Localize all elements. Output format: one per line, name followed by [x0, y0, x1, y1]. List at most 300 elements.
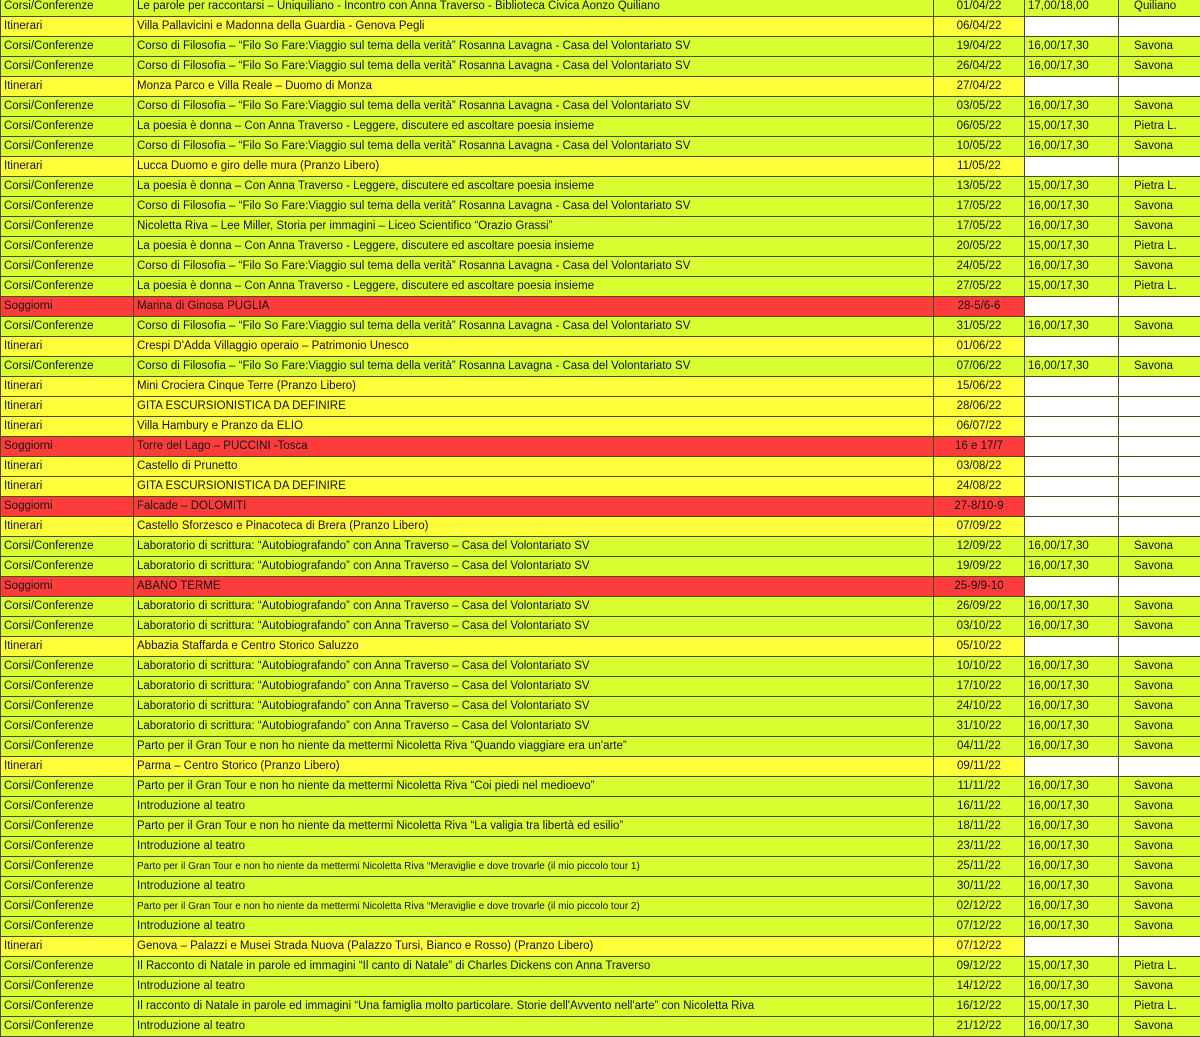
- time-cell: 16,00/17,30: [1025, 1017, 1119, 1037]
- event-cell: Parma – Centro Storico (Pranzo Libero): [134, 757, 934, 777]
- category-cell: Corsi/Conferenze: [1, 797, 134, 817]
- place-cell: Savona: [1119, 1017, 1200, 1037]
- event-cell: La poesia è donna – Con Anna Traverso - Leggere, discutere ed ascoltare poesia insieme: [134, 237, 934, 257]
- event-cell: Corso di Filosofia – “Filo So Fare:Viaggio sul tema della verità” Rosanna Lavagna - Casa del Volontariato SV: [134, 317, 934, 337]
- category-cell: Itinerari: [1, 77, 134, 97]
- place-cell: Pietra L.: [1119, 237, 1200, 257]
- time-cell: 16,00/17,30: [1025, 797, 1119, 817]
- category-cell: Corsi/Conferenze: [1, 57, 134, 77]
- date-cell: 20/05/22: [934, 237, 1025, 257]
- place-cell: [1119, 397, 1200, 417]
- date-cell: 24/10/22: [934, 697, 1025, 717]
- category-cell: Corsi/Conferenze: [1, 537, 134, 557]
- date-cell: 27/05/22: [934, 277, 1025, 297]
- time-cell: 16,00/17,30: [1025, 677, 1119, 697]
- time-cell: 16,00/17,30: [1025, 557, 1119, 577]
- category-cell: Corsi/Conferenze: [1, 257, 134, 277]
- table-row: [1, 17, 1200, 37]
- place-cell: Savona: [1119, 777, 1200, 797]
- event-cell: Laboratorio di scrittura: “Autobiografando” con Anna Traverso – Casa del Volontariato SV: [134, 557, 934, 577]
- place-cell: Savona: [1119, 737, 1200, 757]
- date-cell: 28/06/22: [934, 397, 1025, 417]
- event-cell: Il racconto di Natale in parole ed immagini “Una famiglia molto particolare. Storie dell'Avvento nell'arte” con Nicoletta Riva: [134, 997, 934, 1017]
- date-cell: 07/12/22: [934, 917, 1025, 937]
- place-cell: Pietra L.: [1119, 177, 1200, 197]
- category-cell: Itinerari: [1, 377, 134, 397]
- place-cell: Pietra L.: [1119, 997, 1200, 1017]
- date-cell: 06/04/22: [934, 17, 1025, 37]
- date-cell: 17/05/22: [934, 197, 1025, 217]
- table-row: [1, 557, 1200, 577]
- table-row: [1, 617, 1200, 637]
- event-cell: Corso di Filosofia – “Filo So Fare:Viaggio sul tema della verità” Rosanna Lavagna - Casa del Volontariato SV: [134, 37, 934, 57]
- date-cell: 21/12/22: [934, 1017, 1025, 1037]
- date-cell: 25/11/22: [934, 857, 1025, 877]
- event-cell: Laboratorio di scrittura: “Autobiografando” con Anna Traverso – Casa del Volontariato SV: [134, 677, 934, 697]
- time-cell: 17,00/18,00: [1025, 0, 1119, 17]
- table-row: [1, 537, 1200, 557]
- date-cell: 01/06/22: [934, 337, 1025, 357]
- category-cell: Corsi/Conferenze: [1, 97, 134, 117]
- category-cell: Corsi/Conferenze: [1, 1017, 134, 1037]
- time-cell: 15,00/17,30: [1025, 177, 1119, 197]
- place-cell: Savona: [1119, 617, 1200, 637]
- category-cell: Corsi/Conferenze: [1, 137, 134, 157]
- time-cell: 16,00/17,30: [1025, 917, 1119, 937]
- category-cell: Itinerari: [1, 337, 134, 357]
- time-cell: [1025, 377, 1119, 397]
- category-cell: Corsi/Conferenze: [1, 617, 134, 637]
- time-cell: [1025, 757, 1119, 777]
- category-cell: Corsi/Conferenze: [1, 897, 134, 917]
- place-cell: [1119, 937, 1200, 957]
- category-cell: Corsi/Conferenze: [1, 777, 134, 797]
- category-cell: Corsi/Conferenze: [1, 997, 134, 1017]
- place-cell: Savona: [1119, 897, 1200, 917]
- category-cell: Corsi/Conferenze: [1, 737, 134, 757]
- time-cell: 15,00/17,30: [1025, 117, 1119, 137]
- place-cell: Savona: [1119, 817, 1200, 837]
- category-cell: Corsi/Conferenze: [1, 877, 134, 897]
- place-cell: Savona: [1119, 197, 1200, 217]
- date-cell: 03/10/22: [934, 617, 1025, 637]
- table-row: [1, 97, 1200, 117]
- place-cell: [1119, 577, 1200, 597]
- time-cell: 16,00/17,30: [1025, 817, 1119, 837]
- event-cell: Laboratorio di scrittura: “Autobiografando” con Anna Traverso – Casa del Volontariato SV: [134, 597, 934, 617]
- date-cell: 09/12/22: [934, 957, 1025, 977]
- table-row: [1, 757, 1200, 777]
- time-cell: 16,00/17,30: [1025, 657, 1119, 677]
- category-cell: Soggiorni: [1, 577, 134, 597]
- event-cell: Corso di Filosofia – “Filo So Fare:Viaggio sul tema della verità” Rosanna Lavagna - Casa del Volontariato SV: [134, 257, 934, 277]
- event-cell: Crespi D'Adda Villaggio operaio – Patrimonio Unesco: [134, 337, 934, 357]
- event-cell: Abbazia Staffarda e Centro Storico Saluzzo: [134, 637, 934, 657]
- event-cell: Villa Hambury e Pranzo da ELIO: [134, 417, 934, 437]
- category-cell: Corsi/Conferenze: [1, 717, 134, 737]
- place-cell: Pietra L.: [1119, 957, 1200, 977]
- table-row: [1, 417, 1200, 437]
- time-cell: 16,00/17,30: [1025, 857, 1119, 877]
- date-cell: 07/12/22: [934, 937, 1025, 957]
- table-row: [1, 0, 1200, 17]
- place-cell: [1119, 517, 1200, 537]
- event-cell: Marina di Ginosa PUGLIA: [134, 297, 934, 317]
- place-cell: Savona: [1119, 137, 1200, 157]
- table-row: [1, 637, 1200, 657]
- event-cell: Corso di Filosofia – “Filo So Fare:Viaggio sul tema della verità” Rosanna Lavagna - Casa del Volontariato SV: [134, 197, 934, 217]
- table-row: [1, 1017, 1200, 1037]
- date-cell: 14/12/22: [934, 977, 1025, 997]
- time-cell: 16,00/17,30: [1025, 837, 1119, 857]
- place-cell: [1119, 637, 1200, 657]
- event-cell: Parto per il Gran Tour e non ho niente da mettermi Nicoletta Riva “Coi piedi nel medioevo”: [134, 777, 934, 797]
- time-cell: 16,00/17,30: [1025, 317, 1119, 337]
- time-cell: 16,00/17,30: [1025, 977, 1119, 997]
- category-cell: Itinerari: [1, 157, 134, 177]
- date-cell: 07/09/22: [934, 517, 1025, 537]
- event-cell: Nicoletta Riva – Lee Miller, Storia per immagini – Liceo Scientifico “Orazio Grassi”: [134, 217, 934, 237]
- place-cell: [1119, 477, 1200, 497]
- date-cell: 07/06/22: [934, 357, 1025, 377]
- place-cell: Savona: [1119, 57, 1200, 77]
- time-cell: [1025, 157, 1119, 177]
- time-cell: [1025, 517, 1119, 537]
- event-cell: Introduzione al teatro: [134, 837, 934, 857]
- place-cell: [1119, 457, 1200, 477]
- table-row: [1, 597, 1200, 617]
- place-cell: Savona: [1119, 97, 1200, 117]
- event-cell: Laboratorio di scrittura: “Autobiografando” con Anna Traverso – Casa del Volontariato SV: [134, 617, 934, 637]
- table-row: [1, 657, 1200, 677]
- table-row: [1, 77, 1200, 97]
- category-cell: Corsi/Conferenze: [1, 817, 134, 837]
- date-cell: 31/10/22: [934, 717, 1025, 737]
- table-row: [1, 317, 1200, 337]
- place-cell: [1119, 17, 1200, 37]
- table-row: [1, 857, 1200, 877]
- table-row: [1, 577, 1200, 597]
- time-cell: 15,00/17,30: [1025, 237, 1119, 257]
- category-cell: Corsi/Conferenze: [1, 177, 134, 197]
- table-row: [1, 877, 1200, 897]
- place-cell: [1119, 157, 1200, 177]
- category-cell: Soggiorni: [1, 297, 134, 317]
- event-cell: Castello di Prunetto: [134, 457, 934, 477]
- date-cell: 16/12/22: [934, 997, 1025, 1017]
- place-cell: Savona: [1119, 697, 1200, 717]
- place-cell: Savona: [1119, 597, 1200, 617]
- event-cell: Monza Parco e Villa Reale – Duomo di Monza: [134, 77, 934, 97]
- date-cell: 26/09/22: [934, 597, 1025, 617]
- date-cell: 01/04/22: [934, 0, 1025, 17]
- category-cell: Corsi/Conferenze: [1, 237, 134, 257]
- event-cell: Falcade – DOLOMITI: [134, 497, 934, 517]
- table-row: [1, 717, 1200, 737]
- table-row: [1, 497, 1200, 517]
- category-cell: Soggiorni: [1, 437, 134, 457]
- date-cell: 10/05/22: [934, 137, 1025, 157]
- category-cell: Corsi/Conferenze: [1, 597, 134, 617]
- time-cell: [1025, 637, 1119, 657]
- time-cell: 16,00/17,30: [1025, 37, 1119, 57]
- time-cell: 16,00/17,30: [1025, 97, 1119, 117]
- event-cell: Introduzione al teatro: [134, 977, 934, 997]
- table-row: [1, 357, 1200, 377]
- date-cell: 23/11/22: [934, 837, 1025, 857]
- date-cell: 10/10/22: [934, 657, 1025, 677]
- table-row: [1, 37, 1200, 57]
- event-cell: GITA ESCURSIONISTICA DA DEFINIRE: [134, 477, 934, 497]
- date-cell: 25-9/9-10: [934, 577, 1025, 597]
- category-cell: Itinerari: [1, 17, 134, 37]
- place-cell: Savona: [1119, 257, 1200, 277]
- table-row: [1, 157, 1200, 177]
- table-row: [1, 817, 1200, 837]
- date-cell: 06/05/22: [934, 117, 1025, 137]
- place-cell: Savona: [1119, 357, 1200, 377]
- date-cell: 13/05/22: [934, 177, 1025, 197]
- table-row: [1, 397, 1200, 417]
- time-cell: 16,00/17,30: [1025, 897, 1119, 917]
- category-cell: Corsi/Conferenze: [1, 317, 134, 337]
- time-cell: 16,00/17,30: [1025, 257, 1119, 277]
- place-cell: Savona: [1119, 917, 1200, 937]
- event-cell: Laboratorio di scrittura: “Autobiografando” con Anna Traverso – Casa del Volontariato SV: [134, 697, 934, 717]
- table-row: [1, 837, 1200, 857]
- date-cell: 09/11/22: [934, 757, 1025, 777]
- date-cell: 19/09/22: [934, 557, 1025, 577]
- category-cell: Corsi/Conferenze: [1, 677, 134, 697]
- table-row: [1, 337, 1200, 357]
- event-cell: La poesia è donna – Con Anna Traverso - Leggere, discutere ed ascoltare poesia insieme: [134, 177, 934, 197]
- event-cell: Introduzione al teatro: [134, 1017, 934, 1037]
- time-cell: 16,00/17,30: [1025, 737, 1119, 757]
- place-cell: Savona: [1119, 537, 1200, 557]
- time-cell: 16,00/17,30: [1025, 617, 1119, 637]
- category-cell: Corsi/Conferenze: [1, 857, 134, 877]
- event-cell: Parto per il Gran Tour e non ho niente da mettermi Nicoletta Riva “Meraviglie e dove trovarle (il mio piccolo tour 1): [134, 857, 934, 877]
- event-cell: Corso di Filosofia – “Filo So Fare:Viaggio sul tema della verità” Rosanna Lavagna - Casa del Volontariato SV: [134, 357, 934, 377]
- date-cell: 27-8/10-9: [934, 497, 1025, 517]
- table-row: [1, 697, 1200, 717]
- date-cell: 03/08/22: [934, 457, 1025, 477]
- category-cell: Corsi/Conferenze: [1, 117, 134, 137]
- table-row: [1, 777, 1200, 797]
- table-row: [1, 917, 1200, 937]
- category-cell: Corsi/Conferenze: [1, 217, 134, 237]
- category-cell: Corsi/Conferenze: [1, 557, 134, 577]
- event-cell: Introduzione al teatro: [134, 797, 934, 817]
- category-cell: Corsi/Conferenze: [1, 837, 134, 857]
- table-row: [1, 197, 1200, 217]
- table-row: [1, 997, 1200, 1017]
- place-cell: [1119, 437, 1200, 457]
- event-cell: Villa Pallavicini e Madonna della Guardia - Genova Pegli: [134, 17, 934, 37]
- table-row: [1, 137, 1200, 157]
- event-cell: Il Racconto di Natale in parole ed immagini “Il canto di Natale” di Charles Dickens con Anna Traverso: [134, 957, 934, 977]
- time-cell: 16,00/17,30: [1025, 357, 1119, 377]
- date-cell: 11/05/22: [934, 157, 1025, 177]
- place-cell: [1119, 297, 1200, 317]
- date-cell: 24/05/22: [934, 257, 1025, 277]
- date-cell: 24/08/22: [934, 477, 1025, 497]
- category-cell: Itinerari: [1, 937, 134, 957]
- time-cell: 16,00/17,30: [1025, 697, 1119, 717]
- event-cell: Genova – Palazzi e Musei Strada Nuova (Palazzo Tursi, Bianco e Rosso) (Pranzo Libero): [134, 937, 934, 957]
- place-cell: Savona: [1119, 857, 1200, 877]
- place-cell: Savona: [1119, 657, 1200, 677]
- event-cell: La poesia è donna – Con Anna Traverso - Leggere, discutere ed ascoltare poesia insieme: [134, 277, 934, 297]
- category-cell: Itinerari: [1, 517, 134, 537]
- time-cell: 16,00/17,30: [1025, 597, 1119, 617]
- place-cell: Savona: [1119, 317, 1200, 337]
- time-cell: [1025, 397, 1119, 417]
- event-cell: Laboratorio di scrittura: “Autobiografando” con Anna Traverso – Casa del Volontariato SV: [134, 717, 934, 737]
- date-cell: 30/11/22: [934, 877, 1025, 897]
- category-cell: Corsi/Conferenze: [1, 0, 134, 17]
- place-cell: [1119, 417, 1200, 437]
- place-cell: Savona: [1119, 877, 1200, 897]
- event-cell: Corso di Filosofia – “Filo So Fare:Viaggio sul tema della verità” Rosanna Lavagna - Casa del Volontariato SV: [134, 57, 934, 77]
- time-cell: 16,00/17,30: [1025, 537, 1119, 557]
- event-cell: Introduzione al teatro: [134, 917, 934, 937]
- table-row: [1, 277, 1200, 297]
- event-cell: Laboratorio di scrittura: “Autobiografando” con Anna Traverso – Casa del Volontariato SV: [134, 657, 934, 677]
- place-cell: [1119, 337, 1200, 357]
- table-row: [1, 897, 1200, 917]
- date-cell: 05/10/22: [934, 637, 1025, 657]
- date-cell: 02/12/22: [934, 897, 1025, 917]
- category-cell: Corsi/Conferenze: [1, 277, 134, 297]
- time-cell: 16,00/17,30: [1025, 197, 1119, 217]
- event-cell: Parto per il Gran Tour e non ho niente da mettermi Nicoletta Riva “Quando viaggiare era un'arte”: [134, 737, 934, 757]
- date-cell: 28-5/6-6: [934, 297, 1025, 317]
- event-cell: Castello Sforzesco e Pinacoteca di Brera (Pranzo Libero): [134, 517, 934, 537]
- date-cell: 15/06/22: [934, 377, 1025, 397]
- category-cell: Corsi/Conferenze: [1, 37, 134, 57]
- table-row: [1, 117, 1200, 137]
- table-row: [1, 957, 1200, 977]
- date-cell: 19/04/22: [934, 37, 1025, 57]
- event-cell: Lucca Duomo e giro delle mura (Pranzo Libero): [134, 157, 934, 177]
- event-cell: Parto per il Gran Tour e non ho niente da mettermi Nicoletta Riva “Meraviglie e dove trovarle (il mio piccolo tour 2): [134, 897, 934, 917]
- place-cell: Savona: [1119, 797, 1200, 817]
- place-cell: Savona: [1119, 977, 1200, 997]
- table-row: [1, 57, 1200, 77]
- event-cell: ABANO TERME: [134, 577, 934, 597]
- table-row: [1, 977, 1200, 997]
- place-cell: Savona: [1119, 717, 1200, 737]
- time-cell: 16,00/17,30: [1025, 717, 1119, 737]
- category-cell: Itinerari: [1, 397, 134, 417]
- place-cell: [1119, 77, 1200, 97]
- table-row: [1, 937, 1200, 957]
- time-cell: 16,00/17,30: [1025, 137, 1119, 157]
- table-row: [1, 237, 1200, 257]
- table-row: [1, 377, 1200, 397]
- date-cell: 31/05/22: [934, 317, 1025, 337]
- place-cell: [1119, 757, 1200, 777]
- time-cell: 16,00/17,30: [1025, 877, 1119, 897]
- category-cell: Corsi/Conferenze: [1, 357, 134, 377]
- event-cell: La poesia è donna – Con Anna Traverso - Leggere, discutere ed ascoltare poesia insieme: [134, 117, 934, 137]
- time-cell: [1025, 497, 1119, 517]
- time-cell: [1025, 337, 1119, 357]
- category-cell: Itinerari: [1, 457, 134, 477]
- category-cell: Itinerari: [1, 757, 134, 777]
- table-row: [1, 457, 1200, 477]
- table-row: [1, 677, 1200, 697]
- place-cell: Savona: [1119, 837, 1200, 857]
- schedule-body: [1, 0, 1200, 1037]
- time-cell: 15,00/17,30: [1025, 957, 1119, 977]
- time-cell: [1025, 937, 1119, 957]
- date-cell: 27/04/22: [934, 77, 1025, 97]
- date-cell: 18/11/22: [934, 817, 1025, 837]
- time-cell: [1025, 297, 1119, 317]
- date-cell: 03/05/22: [934, 97, 1025, 117]
- date-cell: 06/07/22: [934, 417, 1025, 437]
- event-cell: Corso di Filosofia – “Filo So Fare:Viaggio sul tema della verità” Rosanna Lavagna - Casa del Volontariato SV: [134, 97, 934, 117]
- time-cell: [1025, 437, 1119, 457]
- date-cell: 11/11/22: [934, 777, 1025, 797]
- category-cell: Itinerari: [1, 477, 134, 497]
- place-cell: Savona: [1119, 217, 1200, 237]
- place-cell: Quiliano: [1119, 0, 1200, 17]
- table-row: [1, 797, 1200, 817]
- date-cell: 16 e 17/7: [934, 437, 1025, 457]
- category-cell: Corsi/Conferenze: [1, 977, 134, 997]
- date-cell: 16/11/22: [934, 797, 1025, 817]
- date-cell: 04/11/22: [934, 737, 1025, 757]
- time-cell: [1025, 577, 1119, 597]
- category-cell: Corsi/Conferenze: [1, 657, 134, 677]
- category-cell: Soggiorni: [1, 497, 134, 517]
- time-cell: [1025, 457, 1119, 477]
- table-row: [1, 257, 1200, 277]
- category-cell: Corsi/Conferenze: [1, 197, 134, 217]
- place-cell: Savona: [1119, 557, 1200, 577]
- place-cell: Savona: [1119, 677, 1200, 697]
- event-cell: Mini Crociera Cinque Terre (Pranzo Libero): [134, 377, 934, 397]
- date-cell: 17/10/22: [934, 677, 1025, 697]
- place-cell: Pietra L.: [1119, 277, 1200, 297]
- table-row: [1, 217, 1200, 237]
- table-row: [1, 297, 1200, 317]
- event-cell: Parto per il Gran Tour e non ho niente da mettermi Nicoletta Riva “La valigia tra libertà ed esilio”: [134, 817, 934, 837]
- category-cell: Corsi/Conferenze: [1, 917, 134, 937]
- event-cell: Torre del Lago – PUCCINI -Tosca: [134, 437, 934, 457]
- table-row: [1, 517, 1200, 537]
- event-cell: Laboratorio di scrittura: “Autobiografando” con Anna Traverso – Casa del Volontariato SV: [134, 537, 934, 557]
- time-cell: 16,00/17,30: [1025, 57, 1119, 77]
- time-cell: 15,00/17,30: [1025, 997, 1119, 1017]
- table-row: [1, 477, 1200, 497]
- time-cell: [1025, 477, 1119, 497]
- time-cell: [1025, 77, 1119, 97]
- date-cell: 12/09/22: [934, 537, 1025, 557]
- table-row: [1, 737, 1200, 757]
- time-cell: 15,00/17,30: [1025, 277, 1119, 297]
- event-cell: GITA ESCURSIONISTICA DA DEFINIRE: [134, 397, 934, 417]
- event-cell: Introduzione al teatro: [134, 877, 934, 897]
- category-cell: Corsi/Conferenze: [1, 697, 134, 717]
- date-cell: 17/05/22: [934, 217, 1025, 237]
- category-cell: Itinerari: [1, 417, 134, 437]
- place-cell: [1119, 497, 1200, 517]
- event-cell: Corso di Filosofia – “Filo So Fare:Viaggio sul tema della verità” Rosanna Lavagna - Casa del Volontariato SV: [134, 137, 934, 157]
